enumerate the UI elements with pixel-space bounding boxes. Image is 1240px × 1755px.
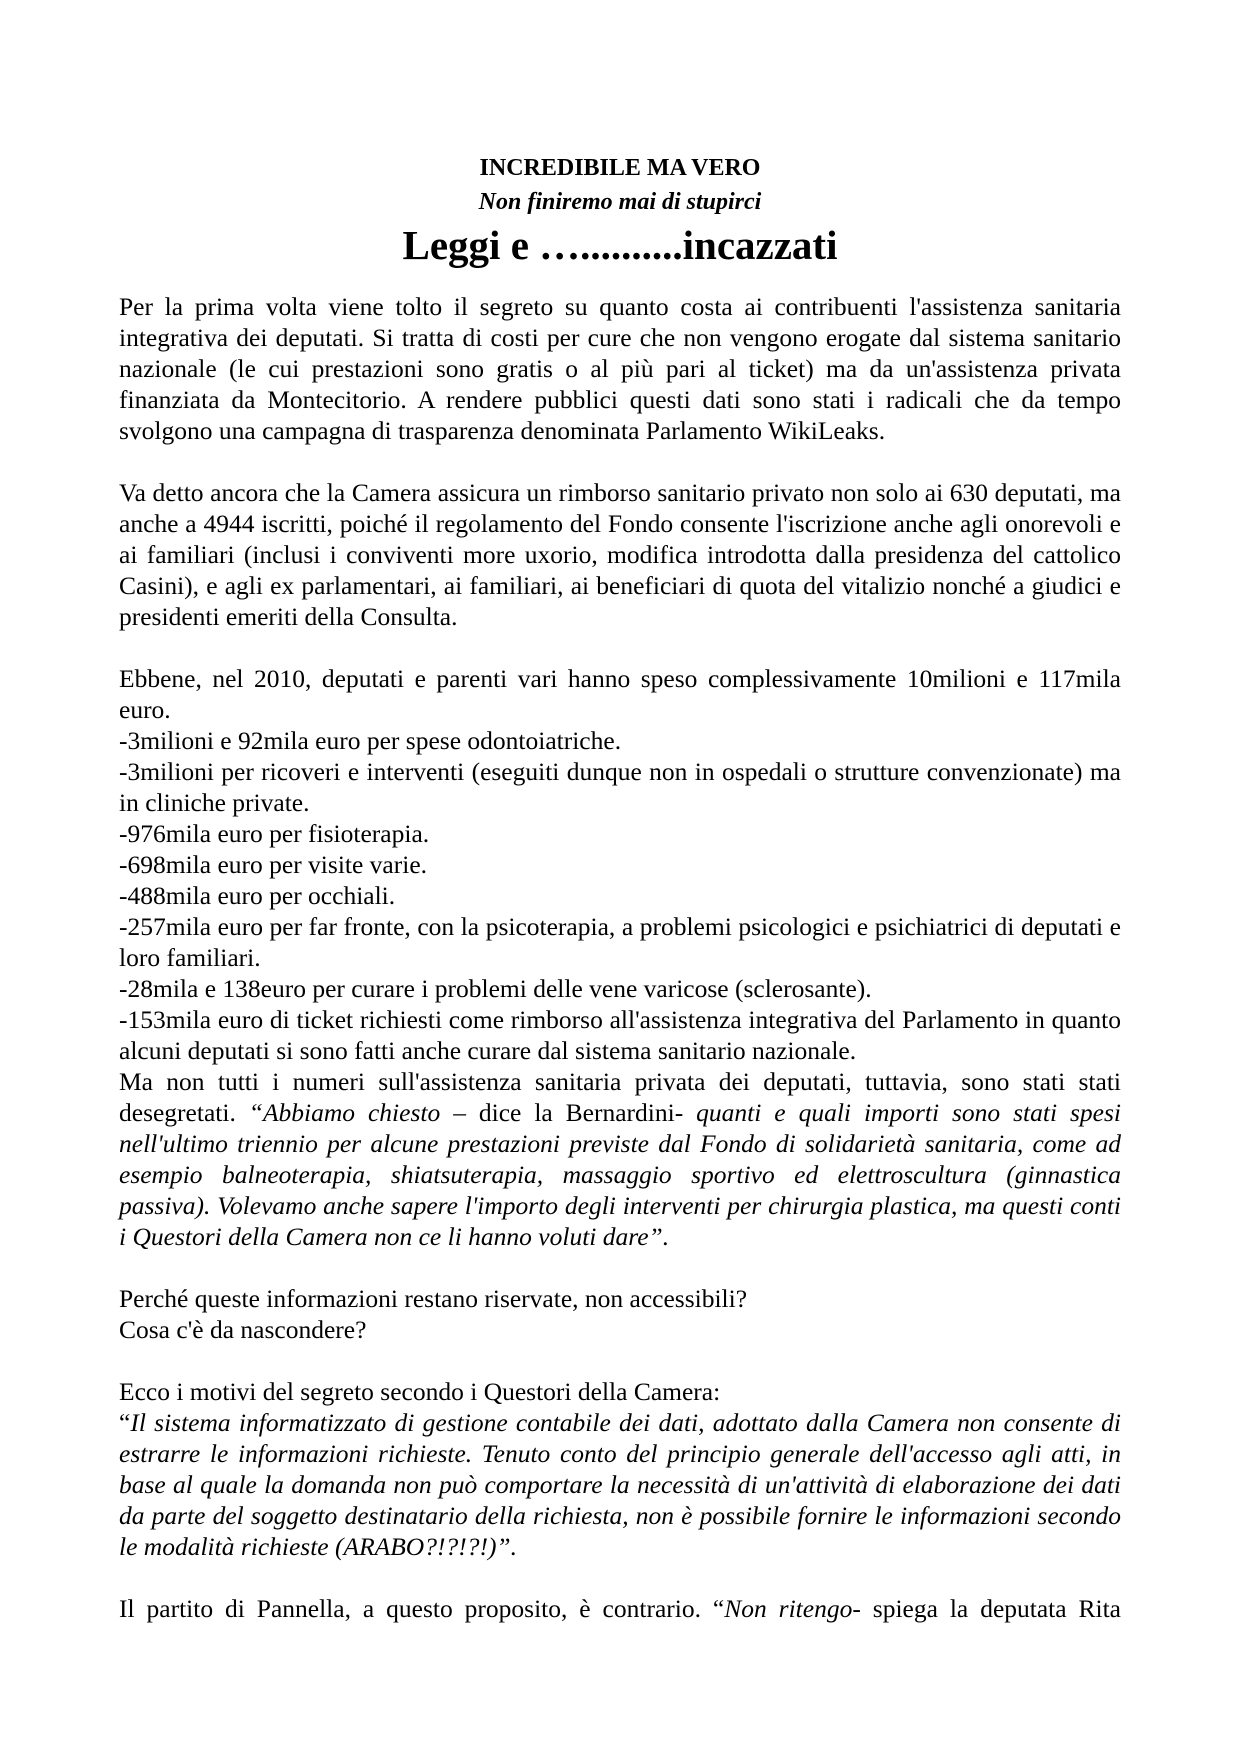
expense-item: -3milioni e 92mila euro per spese odontoiatriche. [119,726,622,755]
expense-item: -698mila euro per visite varie. [119,850,428,879]
article-body [119,291,1121,1624]
paragraph-lead: Ma non tutti i numeri sull'assistenza sanitaria privata dei deputati, tuttavia, sono stati stati desegretati. [119,1067,1121,1127]
question: Perché queste informazioni restano riservate, non accessibili? [119,1284,748,1313]
final-tail: - spiega la deputata Rita [852,1594,1121,1623]
motives-quote-paragraph [119,1407,1121,1562]
kicker: INCREDIBILE MA VERO [479,155,761,181]
motives-quote: Il sistema informatizzato di gestione contabile dei dati, adottato dalla Camera non consente di estrarre le informazioni richieste. Tenuto conto del principio generale dell'accesso agli atti, in base al quale la domanda non può comportare la necessità di un'attività di elaborazione dei dati da parte del soggetto destinatario della richiesta, non è possibile fornire le informazioni secondo le modalità richieste (ARABO?!?!?!)”. [119,1408,1121,1561]
intro-paragraph: Per la prima volta viene tolto il segreto su quanto costa ai contribuenti l'assistenza sanitaria integrativa dei deputati. Si tratta di costi per cure che non vengono erogate dal sistema sanitario nazionale (le cui prestazioni sono gratis o al più pari al ticket) ma da un'assistenza privata finanziata da Montecitorio. A rendere pubblici questi dati sono stati i radicali che da tempo svolgono una campagna di trasparenza denominata Parlamento WikiLeaks. [119,292,1121,445]
final-paragraph [119,1593,1121,1624]
questions-block [119,1283,1121,1345]
open-quote: “ [119,1408,131,1437]
expense-item: -976mila euro per fisioterapia. [119,819,430,848]
motives-intro: Ecco i motivi del segreto secondo i Questori della Camera: [119,1377,721,1406]
expense-item: -153mila euro di ticket richiesti come rimborso all'assistenza integrativa del Parlamento in quanto alcuni deputati si sono fatti anche curare dal sistema sanitario nazionale. [119,1005,1121,1065]
question: Cosa c'è da nascondere? [119,1315,367,1344]
quote-start: “Abbiamo chiesto [248,1098,441,1127]
subtitle: Non finiremo mai di stupirci [478,189,762,215]
final-lead: Il partito di Pannella, a questo proposito, è contrario. “ [119,1594,725,1623]
expense-list [119,725,1121,1066]
paragraph-bernardini-quote [119,1066,1121,1252]
motives-block [119,1376,1121,1562]
paragraph-total-spending: Ebbene, nel 2010, deputati e parenti vari hanno speso complessivamente 10milioni e 117mila euro. [119,664,1121,724]
expense-item: -257mila euro per far fronte, con la psicoterapia, a problemi psicologici e psichiatrici di deputati e loro familiari. [119,912,1121,972]
quote-body: quanti e quali importi sono stati spesi nell'ultimo triennio per alcune prestazioni previste dal Fondo di solidarietà sanitaria, come ad esempio balneoterapia, shiatsuterapia, massaggio sportivo ed elettroscultura (ginnastica passiva). Volevamo anche sapere l'importo degli interventi per chirurgia plastica, ma questi conti i Questori della Camera non ce li hanno voluti dare”. [119,1098,1121,1251]
expense-item: -488mila euro per occhiali. [119,881,396,910]
paragraph-fund-members: Va detto ancora che la Camera assicura un rimborso sanitario privato non solo ai 630 deputati, ma anche a 4944 iscritti, poiché il regolamento del Fondo consente l'iscrizione anche agli onorevoli e ai familiari (inclusi i conviventi more uxorio, modifica introdotta dalla presidenza del cattolico Casini), e agli ex parlamentari, ai familiari, ai beneficiari di quota del vitalizio nonché a giudici e presidenti emeriti della Consulta. [119,478,1121,631]
attribution: – dice la Bernardini- [440,1098,697,1127]
headline: Leggi e …..........incazzati [402,222,838,268]
expense-item: -28mila e 138euro per curare i problemi delle vene varicose (sclerosante). [119,974,872,1003]
final-quote: Non ritengo [724,1594,853,1623]
expense-item: -3milioni per ricoveri e interventi (eseguiti dunque non in ospedali o strutture convenzionate) ma in cliniche private. [119,757,1121,817]
